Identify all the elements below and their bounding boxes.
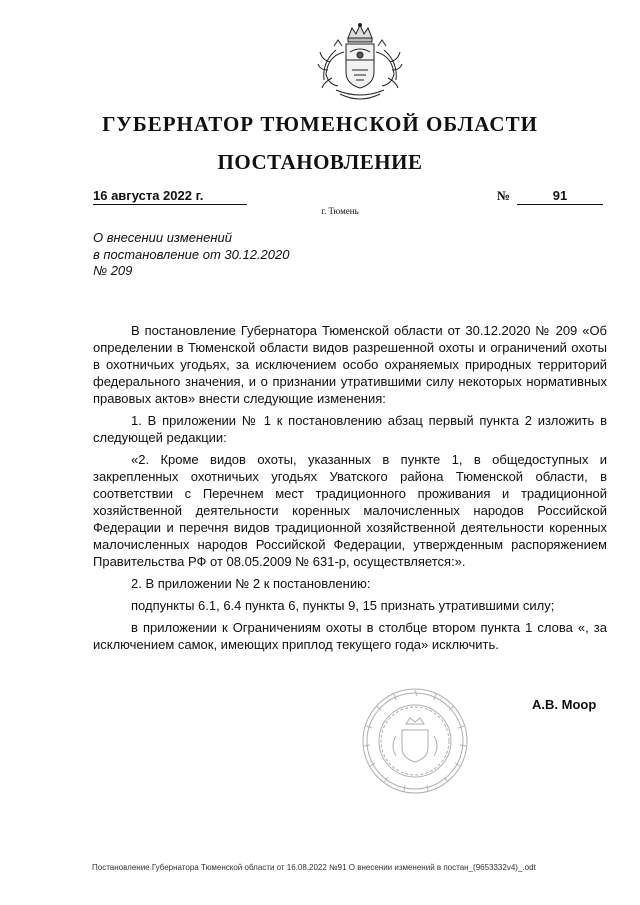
body-paragraph: в приложении к Ограничениям охоты в столбце втором пункта 1 слова «, за исключением самок, имеющих приплод текущего года» исключить. <box>93 620 607 652</box>
official-seal-icon <box>360 686 470 796</box>
signatory-name: А.В. Моор <box>532 697 597 712</box>
document-subject <box>93 230 289 280</box>
coat-of-arms-icon <box>316 22 404 108</box>
body-paragraph: подпункты 6.1, 6.4 пункта 6, пункты 9, 15 признать утратившими силу; <box>131 598 555 613</box>
subject-line: О внесении изменений <box>93 230 232 245</box>
subject-line: № 209 <box>93 263 133 278</box>
subject-line: в постановление от 30.12.2020 <box>93 246 290 262</box>
document-body <box>93 322 607 653</box>
document-date: 16 августа 2022 г. <box>93 188 247 205</box>
document-type-title: ПОСТАНОВЛЕНИЕ <box>217 150 423 174</box>
number-sign: № <box>497 188 511 203</box>
issue-city: г. Тюмень <box>321 206 359 216</box>
body-paragraph: 2. В приложении № 2 к постановлению: <box>131 576 371 591</box>
document-footer: Постановление Губернатора Тюменской области от 16.08.2022 №91 О внесении изменений в постан_(9653332v4)_.odt <box>92 863 536 872</box>
body-paragraph: «2. Кроме видов охоты, указанных в пункте 1, в общедоступных и закрепленных охотничьих угодьях Уватского района Тюменской области, в соответствии с Перечнем мест традиционного проживания и традиционной хозяйственной деятельности коренных малочисленных народов Российской Федерации и перечня видов традиционной хозяйственной деятельности коренных малочисленных народов Российской Федерации, утвержденным распоряжением Правительства РФ от 08.05.2009 № 631-р, осуществляется:». <box>93 452 607 569</box>
body-paragraph: 1. В приложении № 1 к постановлению абзац первый пункта 2 изложить в следующей редакции: <box>93 413 607 445</box>
body-paragraph: В постановление Губернатора Тюменской области от 30.12.2020 № 209 «Об определении в Тюменской области видов разрешенной охоты и ограничений охоты в охотничьих угодьях, за исключением особо охраняемых природных территорий федерального значения, и о признании утратившими силу некоторых нормативных правовых актов» внести следующие изменения: <box>93 323 607 406</box>
document-number: 91 <box>517 188 603 205</box>
issuing-authority-title: ГУБЕРНАТОР ТЮМЕНСКОЙ ОБЛАСТИ <box>102 112 538 136</box>
